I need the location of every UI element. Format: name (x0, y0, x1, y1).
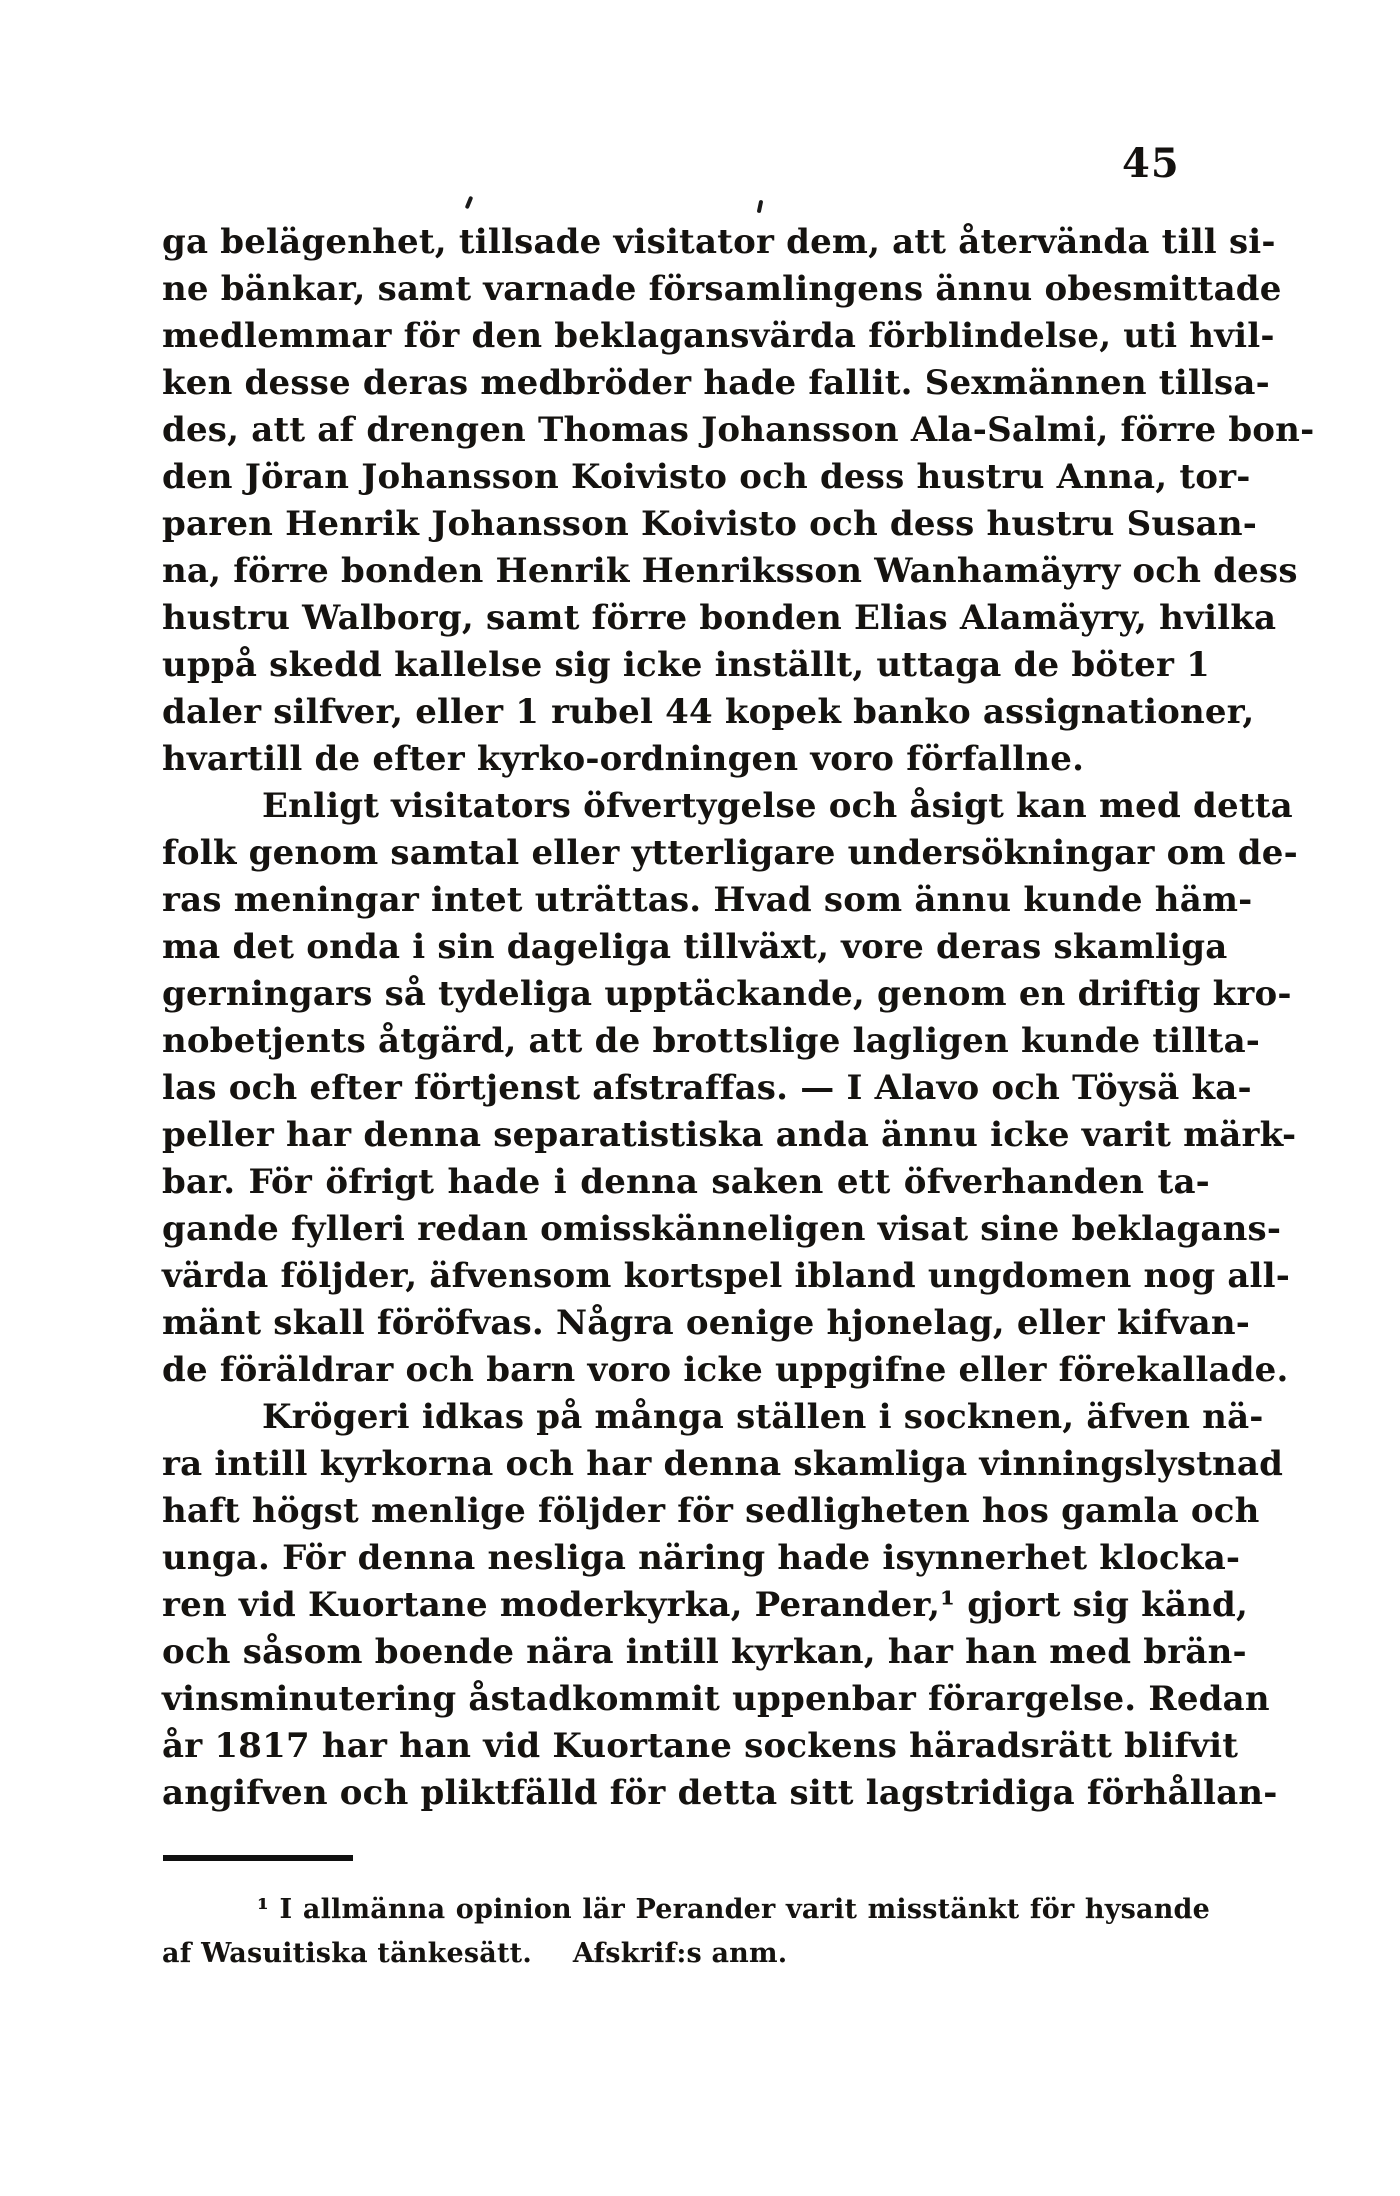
text-line: folk genom samtal eller ytterligare undersökningar om de- (162, 833, 1298, 873)
text-line: bar. För öfrigt hade i denna saken ett öfverhanden ta- (162, 1162, 1210, 1202)
text-line: paren Henrik Johansson Koivisto och dess hustru Susan- (162, 504, 1258, 544)
text-line: hvartill de efter kyrko-ordningen voro förfallne. (162, 739, 1085, 779)
text-line: Krögeri idkas på många ställen i socknen, äfven nä- (262, 1397, 1264, 1437)
text-line: uppå skedd kallelse sig icke inställt, uttaga de böter 1 (162, 645, 1210, 685)
text-line: ras meningar intet uträttas. Hvad som ännu kunde häm- (162, 880, 1253, 920)
text-line: peller har denna separatistiska anda ännu icke varit märk- (162, 1115, 1297, 1155)
footnote-line: af Wasuitiska tänkesätt. Afskrif:s anm. (162, 1938, 788, 1969)
text-line: gande fylleri redan omisskänneligen visat sine beklagans- (162, 1209, 1282, 1249)
text-line: medlemmar för den beklagansvärda förblindelse, uti hvil- (162, 316, 1275, 356)
footnote-divider (163, 1855, 353, 1861)
text-line: och såsom boende nära intill kyrkan, har han med brän- (162, 1632, 1247, 1672)
text-line: ken desse deras medbröder hade fallit. Sexmännen tillsa- (162, 363, 1270, 403)
footnote-line: ¹ I allmänna opinion lär Perander varit misstänkt för hysande (257, 1894, 1210, 1925)
page-number: 45 (1122, 140, 1180, 187)
text-line: unga. För denna nesliga näring hade isynnerhet klocka- (162, 1538, 1241, 1578)
text-line: Enligt visitators öfvertygelse och åsigt kan med detta (262, 786, 1293, 826)
text-line: angifven och pliktfälld för detta sitt lagstridiga förhållan- (162, 1773, 1278, 1813)
text-line: ga belägenhet, tillsade visitator dem, att återvända till si- (162, 222, 1276, 262)
text-line: ma det onda i sin dageliga tillväxt, vore deras skamliga (162, 927, 1228, 967)
text-line: vinsminutering åstadkommit uppenbar förargelse. Redan (162, 1679, 1270, 1719)
text-line: nobetjents åtgärd, att de brottslige lagligen kunde tillta- (162, 1021, 1261, 1061)
scan-speck-icon (465, 196, 474, 210)
text-line: ren vid Kuortane moderkyrka, Perander,¹ gjort sig känd, (162, 1585, 1249, 1625)
text-line: ne bänkar, samt varnade församlingens ännu obesmittade (162, 269, 1282, 309)
text-line: daler silfver, eller 1 rubel 44 kopek banko assignationer, (162, 692, 1255, 732)
text-line: ra intill kyrkorna och har denna skamliga vinningslystnad (162, 1444, 1284, 1484)
text-line: hustru Walborg, samt förre bonden Elias Alamäyry, hvilka (162, 598, 1277, 638)
text-line: des, att af drengen Thomas Johansson Ala-Salmi, förre bon- (162, 410, 1315, 450)
text-line: mänt skall föröfvas. Några oenige hjonelag, eller kifvan- (162, 1303, 1251, 1343)
text-line: år 1817 har han vid Kuortane sockens häradsrätt blifvit (162, 1726, 1239, 1766)
text-line: na, förre bonden Henrik Henriksson Wanhamäyry och dess (162, 551, 1298, 591)
text-line: värda följder, äfvensom kortspel ibland ungdomen nog all- (162, 1256, 1291, 1296)
text-line: haft högst menlige följder för sedligheten hos gamla och (162, 1491, 1260, 1531)
main-text-block (162, 219, 1315, 1817)
text-line: den Jöran Johansson Koivisto och dess hustru Anna, tor- (162, 457, 1251, 497)
footnote-block (162, 1888, 1210, 1976)
scan-speck-icon (757, 200, 764, 214)
text-line: gerningars så tydeliga upptäckande, genom en driftig kro- (162, 974, 1292, 1014)
text-line: de föräldrar och barn voro icke uppgifne eller förekallade. (162, 1350, 1289, 1390)
text-line: las och efter förtjenst afstraffas. — I Alavo och Töysä ka- (162, 1068, 1252, 1108)
